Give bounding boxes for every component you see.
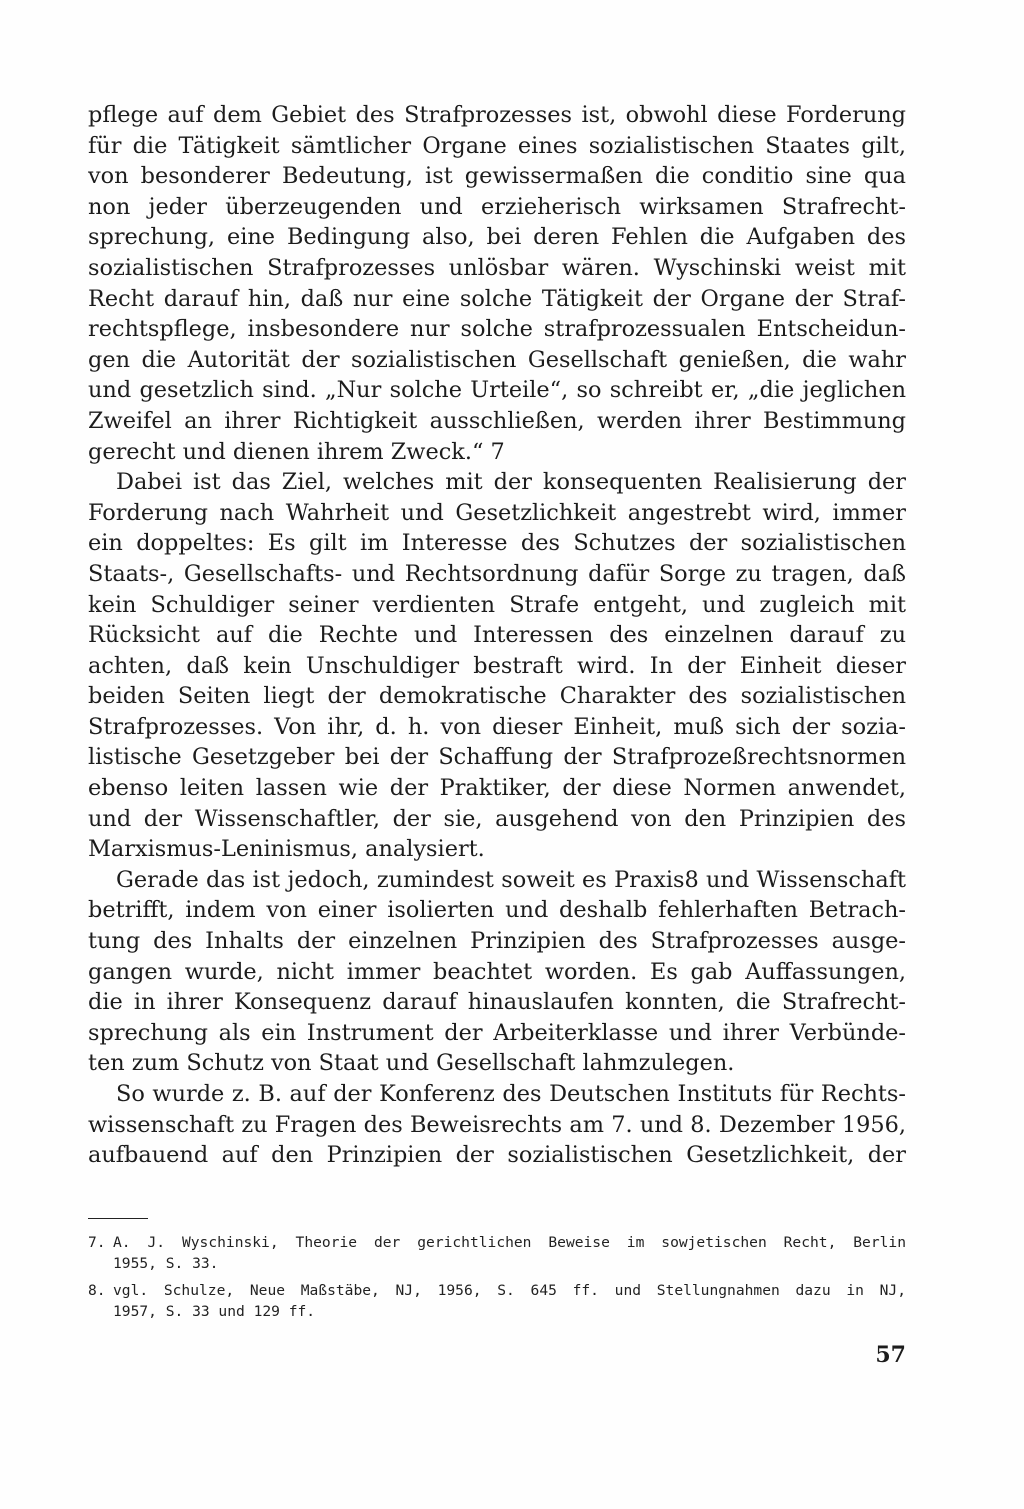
text-line: gen die Autorität der sozialistischen Gesellschaft genießen, die wahr <box>88 346 906 373</box>
text-line: Rücksicht auf die Rechte und Interessen des einzelnen darauf zu <box>88 622 906 649</box>
footnote-number: 8. <box>88 1282 106 1299</box>
text-line: aufbauend auf den Prinzipien der sozialistischen Gesetzlichkeit, der <box>88 1142 906 1169</box>
text-line: und gesetzlich sind. „Nur solche Urteile“, so schreibt er, „die jeglichen <box>88 377 906 404</box>
footnote-number: 7. <box>88 1234 106 1251</box>
text-line: ein doppeltes: Es gilt im Interesse des Schutzes der sozialistischen <box>88 530 906 557</box>
paragraph-start-line: Dabei ist das Ziel, welches mit der konsequenten Realisierung der <box>116 469 906 496</box>
text-line: sprechung als ein Instrument der Arbeiterklasse und ihrer Verbünde- <box>88 1019 906 1046</box>
text-line: die in ihrer Konsequenz darauf hinauslaufen konnten, die Strafrecht- <box>88 989 906 1016</box>
text-line: tung des Inhalts der einzelnen Prinzipien des Strafprozesses ausge- <box>88 928 906 955</box>
text-line: ten zum Schutz von Staat und Gesellschaft lahmzulegen. <box>88 1050 735 1077</box>
footnote-line: 1957, S. 33 und 129 ff. <box>113 1303 316 1320</box>
text-line: von besonderer Bedeutung, ist gewissermaßen die conditio sine qua <box>88 163 906 190</box>
footnote-7 <box>88 1232 906 1274</box>
text-line: für die Tätigkeit sämtlicher Organe eines sozialistischen Staates gilt, <box>88 132 906 159</box>
text-line: non jeder überzeugenden und erzieherisch wirksamen Strafrecht- <box>88 193 906 220</box>
main-text <box>88 100 906 1171</box>
text-line: ebenso leiten lassen wie der Praktiker, der diese Normen anwendet, <box>88 775 906 802</box>
text-line: beiden Seiten liegt der demokratische Charakter des sozialistischen <box>88 683 906 710</box>
text-line: sprechung, eine Bedingung also, bei deren Fehlen die Aufgaben des <box>88 224 906 251</box>
text-line: und der Wissenschaftler, der sie, ausgehend von den Prinzipien des <box>88 805 906 832</box>
text-line: betrifft, indem von einer isolierten und deshalb fehlerhaften Betrach- <box>88 897 906 924</box>
footnote-line: 1955, S. 33. <box>113 1255 219 1272</box>
text-line: Forderung nach Wahrheit und Gesetzlichkeit angestrebt wird, immer <box>88 499 906 526</box>
text-line: rechtspflege, insbesondere nur solche strafprozessualen Entscheidun- <box>88 316 906 343</box>
page-number: 57 <box>875 1342 906 1368</box>
footnote-line: vgl. Schulze, Neue Maßstäbe, NJ, 1956, S. 645 ff. und Stellungnahmen dazu in NJ, <box>113 1282 906 1299</box>
text-line: Zweifel an ihrer Richtigkeit ausschließen, werden ihrer Bestimmung <box>88 407 906 434</box>
text-line: achten, daß kein Unschuldiger bestraft wird. In der Einheit dieser <box>88 652 906 679</box>
text-line: gerecht und dienen ihrem Zweck.“ 7 <box>88 438 505 465</box>
text-line: wissenschaft zu Fragen des Beweisrechts am 7. und 8. Dezember 1956, <box>88 1111 906 1138</box>
text-line: Recht darauf hin, daß nur eine solche Tätigkeit der Organe der Straf- <box>88 285 906 312</box>
footnote-8 <box>88 1280 906 1322</box>
text-line: listische Gesetzgeber bei der Schaffung der Strafprozeßrechtsnormen <box>88 744 906 771</box>
paragraph-start-line: So wurde z. B. auf der Konferenz des Deutschen Instituts für Rechts- <box>116 1081 906 1107</box>
text-line: Strafprozesses. Von ihr, d. h. von dieser Einheit, muß sich der sozia- <box>88 713 906 740</box>
text-line: Staats-, Gesellschafts- und Rechtsordnung dafür Sorge zu tragen, daß <box>88 560 906 587</box>
text-line: kein Schuldiger seiner verdienten Strafe entgeht, und zugleich mit <box>88 591 906 618</box>
footnote-line: A. J. Wyschinski, Theorie der gerichtlichen Beweise im sowjetischen Recht, Berlin <box>113 1234 906 1251</box>
footnote-divider <box>88 1218 148 1219</box>
footnotes <box>88 1232 906 1328</box>
text-line: Marxismus-Leninismus, analysiert. <box>88 836 485 863</box>
paragraph-start-line: Gerade das ist jedoch, zumindest soweit es Praxis8 und Wissenschaft <box>116 866 906 893</box>
text-line: gangen wurde, nicht immer beachtet worden. Es gab Auffassungen, <box>88 958 906 985</box>
text-line: sozialistischen Strafprozesses unlösbar wären. Wyschinski weist mit <box>88 254 906 281</box>
text-line: pflege auf dem Gebiet des Strafprozesses ist, obwohl diese Forderung <box>88 102 906 128</box>
